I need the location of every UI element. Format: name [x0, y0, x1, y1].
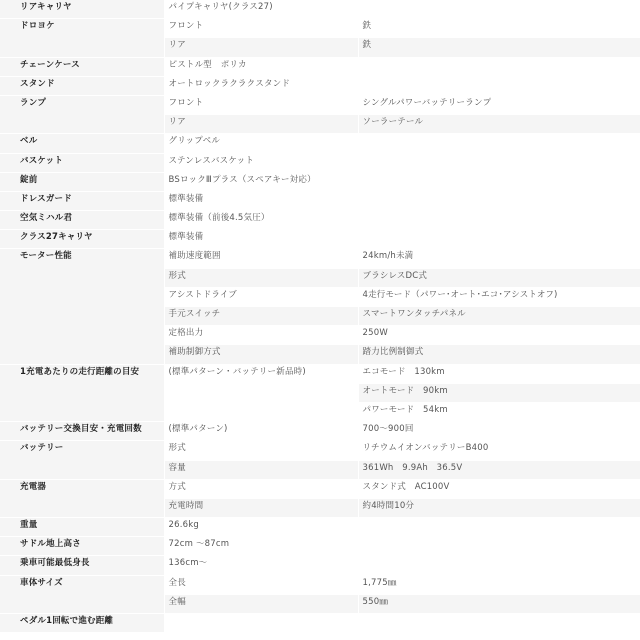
spec-value: スタンド式 AC100V — [358, 479, 640, 498]
table-row — [0, 614, 640, 633]
spec-label: 車体サイズ — [0, 575, 164, 613]
spec-label: バスケット — [0, 153, 164, 172]
table-row — [0, 249, 640, 268]
spec-label: スタンド — [0, 76, 164, 95]
table-row — [0, 441, 640, 460]
spec-value: 標準装備（前後4.5気圧） — [164, 211, 640, 230]
table-row — [0, 76, 640, 95]
table-row — [0, 537, 640, 556]
spec-sub-label: 全幅 — [164, 594, 358, 613]
table-row — [0, 556, 640, 575]
spec-value: 24km/h未満 — [358, 249, 640, 268]
spec-label: 錠前 — [0, 172, 164, 191]
table-row — [0, 230, 640, 249]
spec-value: BSロックⅢプラス（スペアキー対応） — [164, 172, 640, 191]
spec-label: バッテリー — [0, 441, 164, 479]
table-row — [0, 479, 640, 498]
spec-label: 乗車可能最低身長 — [0, 556, 164, 575]
table-row — [0, 518, 640, 537]
spec-label: クラス27キャリヤ — [0, 230, 164, 249]
table-row — [0, 211, 640, 230]
table-row — [0, 575, 640, 594]
spec-sub-label: フロント — [164, 19, 358, 38]
spec-label: ペダル1回転で進む距離 — [0, 614, 164, 633]
spec-label: ドロヨケ — [0, 19, 164, 57]
spec-value: オートモード 90km — [358, 383, 640, 402]
spec-value: 鉄 — [358, 38, 640, 57]
spec-value: 26.6kg — [164, 518, 640, 537]
table-row — [0, 0, 640, 19]
spec-label: リアキャリヤ — [0, 0, 164, 19]
spec-sub-label: 形式 — [164, 441, 358, 460]
spec-value: 踏力比例制御式 — [358, 345, 640, 364]
table-row — [0, 172, 640, 191]
spec-sub-label: リア — [164, 38, 358, 57]
spec-value: 136cm～ — [164, 556, 640, 575]
spec-label: 充電器 — [0, 479, 164, 517]
table-row — [0, 19, 640, 38]
spec-value: エコモード 130km — [358, 364, 640, 383]
table-row — [0, 153, 640, 172]
spec-label: 重量 — [0, 518, 164, 537]
table-row — [0, 134, 640, 153]
spec-value: グリップベル — [164, 134, 640, 153]
table-row — [0, 57, 640, 76]
spec-sub-label: フロント — [164, 95, 358, 114]
spec-value: 550㎜ — [358, 594, 640, 613]
spec-value — [164, 614, 640, 633]
spec-value: ソーラーテール — [358, 115, 640, 134]
spec-value: パワーモード 54km — [358, 402, 640, 421]
spec-value: ピストル型 ポリカ — [164, 57, 640, 76]
spec-value: ブラシレスDC式 — [358, 268, 640, 287]
spec-sub-label: 全長 — [164, 575, 358, 594]
spec-sub-label: 充電時間 — [164, 498, 358, 517]
spec-sub-label: 手元スイッチ — [164, 307, 358, 326]
spec-value: パイプキャリヤ(クラス27) — [164, 0, 640, 19]
spec-value: ステンレスバスケット — [164, 153, 640, 172]
spec-value: 361Wh 9.9Ah 36.5V — [358, 460, 640, 479]
spec-value: 1,775㎜ — [358, 575, 640, 594]
spec-label: チェーンケース — [0, 57, 164, 76]
table-row — [0, 95, 640, 114]
spec-value: 標準装備 — [164, 230, 640, 249]
spec-sub-label: 定格出力 — [164, 326, 358, 345]
table-row — [0, 422, 640, 441]
spec-sub-label: アシストドライブ — [164, 287, 358, 306]
spec-sub-label: 補助制御方式 — [164, 345, 358, 364]
spec-sub-label: 方式 — [164, 479, 358, 498]
spec-value: 250W — [358, 326, 640, 345]
spec-value: スマートワンタッチパネル — [358, 307, 640, 326]
spec-value: 72cm ～87cm — [164, 537, 640, 556]
spec-sub-label: 容量 — [164, 460, 358, 479]
spec-value: シングルパワーバッテリーランプ — [358, 95, 640, 114]
spec-label: ベル — [0, 134, 164, 153]
spec-sub-label: 形式 — [164, 268, 358, 287]
table-row — [0, 364, 640, 383]
spec-value: 700～900回 — [358, 422, 640, 441]
spec-label: バッテリー交換目安・充電回数 — [0, 422, 164, 441]
spec-label: ドレスガード — [0, 191, 164, 210]
spec-label: 空気ミハル君 — [0, 211, 164, 230]
table-row — [0, 191, 640, 210]
spec-sub-label: (標準パターン・バッテリー新品時) — [164, 364, 358, 422]
spec-sub-label: (標準パターン) — [164, 422, 358, 441]
spec-value: オートロックラクラクスタンド — [164, 76, 640, 95]
spec-value: リチウムイオンバッテリーB400 — [358, 441, 640, 460]
spec-label: モーター性能 — [0, 249, 164, 364]
spec-label: 1充電あたりの走行距離の目安 — [0, 364, 164, 422]
spec-value: 4走行モード（パワー･オート･エコ･アシストオフ) — [358, 287, 640, 306]
spec-label: ランプ — [0, 95, 164, 133]
spec-value: 約4時間10分 — [358, 498, 640, 517]
spec-value: 標準装備 — [164, 191, 640, 210]
spec-sub-label: 補助速度範囲 — [164, 249, 358, 268]
spec-label: サドル地上高さ — [0, 537, 164, 556]
spec-value: 鉄 — [358, 19, 640, 38]
spec-sub-label: リア — [164, 115, 358, 134]
